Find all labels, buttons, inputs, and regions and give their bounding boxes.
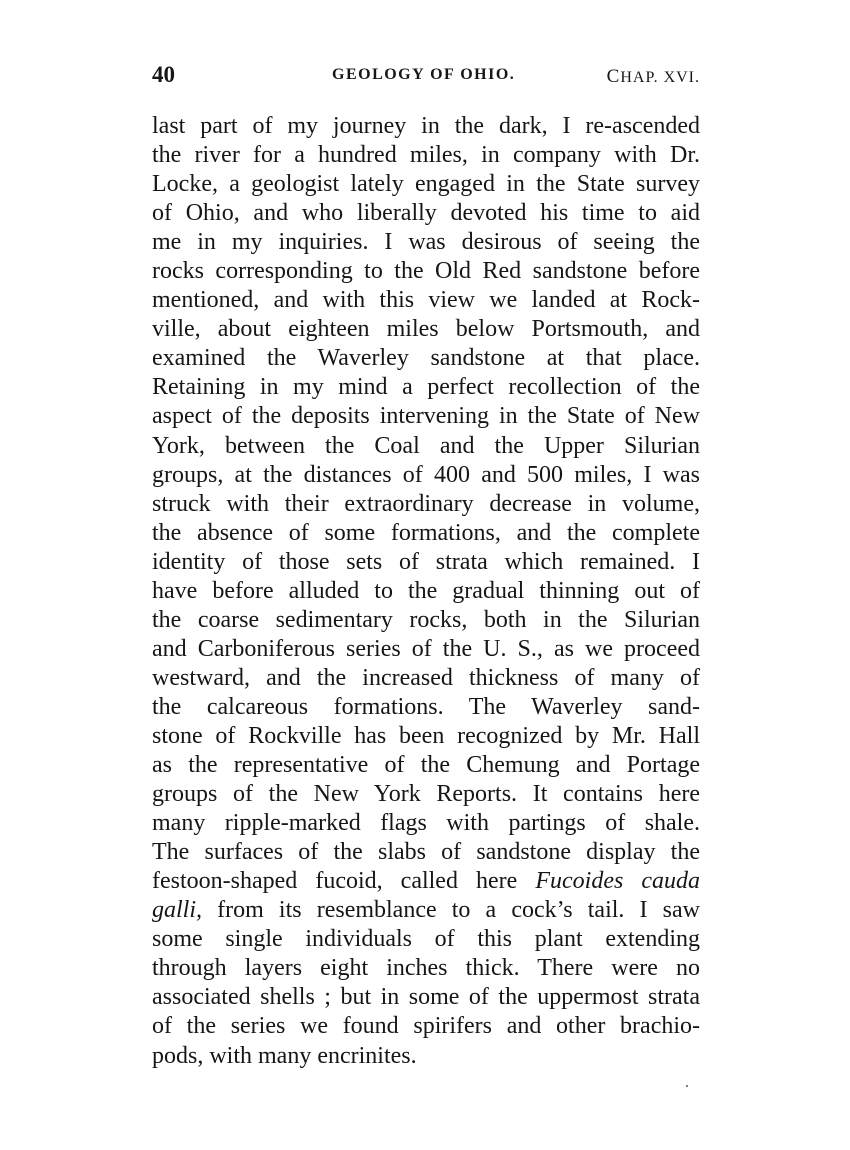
text-line: the river for a hundred miles, in company with Dr. [152,142,700,169]
text-line: some single individuals of this plant extending [152,926,700,953]
text-line: as the representative of the Chemung and Portage [152,752,700,779]
text-line: groups of the New York Reports. It contains here [152,781,700,808]
text-line: westward, and the increased thickness of many of [152,664,700,691]
text-line: struck with their extraordinary decrease in volume, [152,490,700,517]
text-line [152,867,700,896]
running-head: GEOLOGY OF OHIO. [332,66,516,83]
text-line: the calcareous formations. The Waverley sand- [152,693,700,720]
ink-speck [686,1085,688,1087]
text-line: stone of Rockville has been recognized by Mr. Hall [152,722,700,749]
text-line: me in my inquiries. I was desirous of seeing the [152,229,700,256]
text-line: groups, at the distances of 400 and 500 miles, I was [152,461,700,488]
body-text [152,112,700,1071]
text-line: mentioned, and with this view we landed at Rock- [152,287,700,314]
text-segment: festoon-shaped fucoid, called here [152,868,536,895]
text-line: York, between the Coal and the Upper Silurian [152,432,700,459]
text-line: examined the Waverley sandstone at that place. [152,345,700,372]
text-line: through layers eight inches thick. There were no [152,955,700,982]
page-header [152,62,700,90]
text-line: associated shells ; but in some of the uppermost strata [152,984,700,1011]
page-number: 40 [152,62,175,87]
text-line: many ripple-marked flags with partings of shale. [152,810,700,837]
text-line [152,896,700,925]
chapter-label-initial: C [606,66,621,87]
text-line: and Carboniferous series of the U. S., as we proceed [152,635,700,662]
text-line: identity of those sets of strata which remained. I [152,548,700,575]
chapter-label [607,66,700,88]
text-line: ville, about eighteen miles below Portsmouth, and [152,316,700,343]
text-line: the coarse sedimentary rocks, both in the Silurian [152,606,700,633]
text-line: the absence of some formations, and the complete [152,519,700,546]
text-line: of Ohio, and who liberally devoted his time to aid [152,200,700,227]
text-line: aspect of the deposits intervening in the State of New [152,403,700,430]
text-line: of the series we found spirifers and other brachio- [152,1013,700,1040]
species-name-italic: galli, [152,897,203,924]
text-segment: from its resemblance to a cock’s tail. I saw [202,897,700,924]
text-line: Retaining in my mind a perfect recollection of the [152,374,700,401]
text-line: rocks corresponding to the Old Red sandstone before [152,258,700,285]
text-line: The surfaces of the slabs of sandstone display the [152,839,700,866]
text-line: have before alluded to the gradual thinning out of [152,577,700,604]
chapter-label-rest: HAP. XVI. [620,69,700,86]
text-line: Locke, a geologist lately engaged in the State survey [152,171,700,198]
text-line: last part of my journey in the dark, I re-ascended [152,113,700,139]
species-name-italic: Fucoides cauda [535,868,701,895]
text-line: pods, with many encrinites. [152,1042,417,1069]
